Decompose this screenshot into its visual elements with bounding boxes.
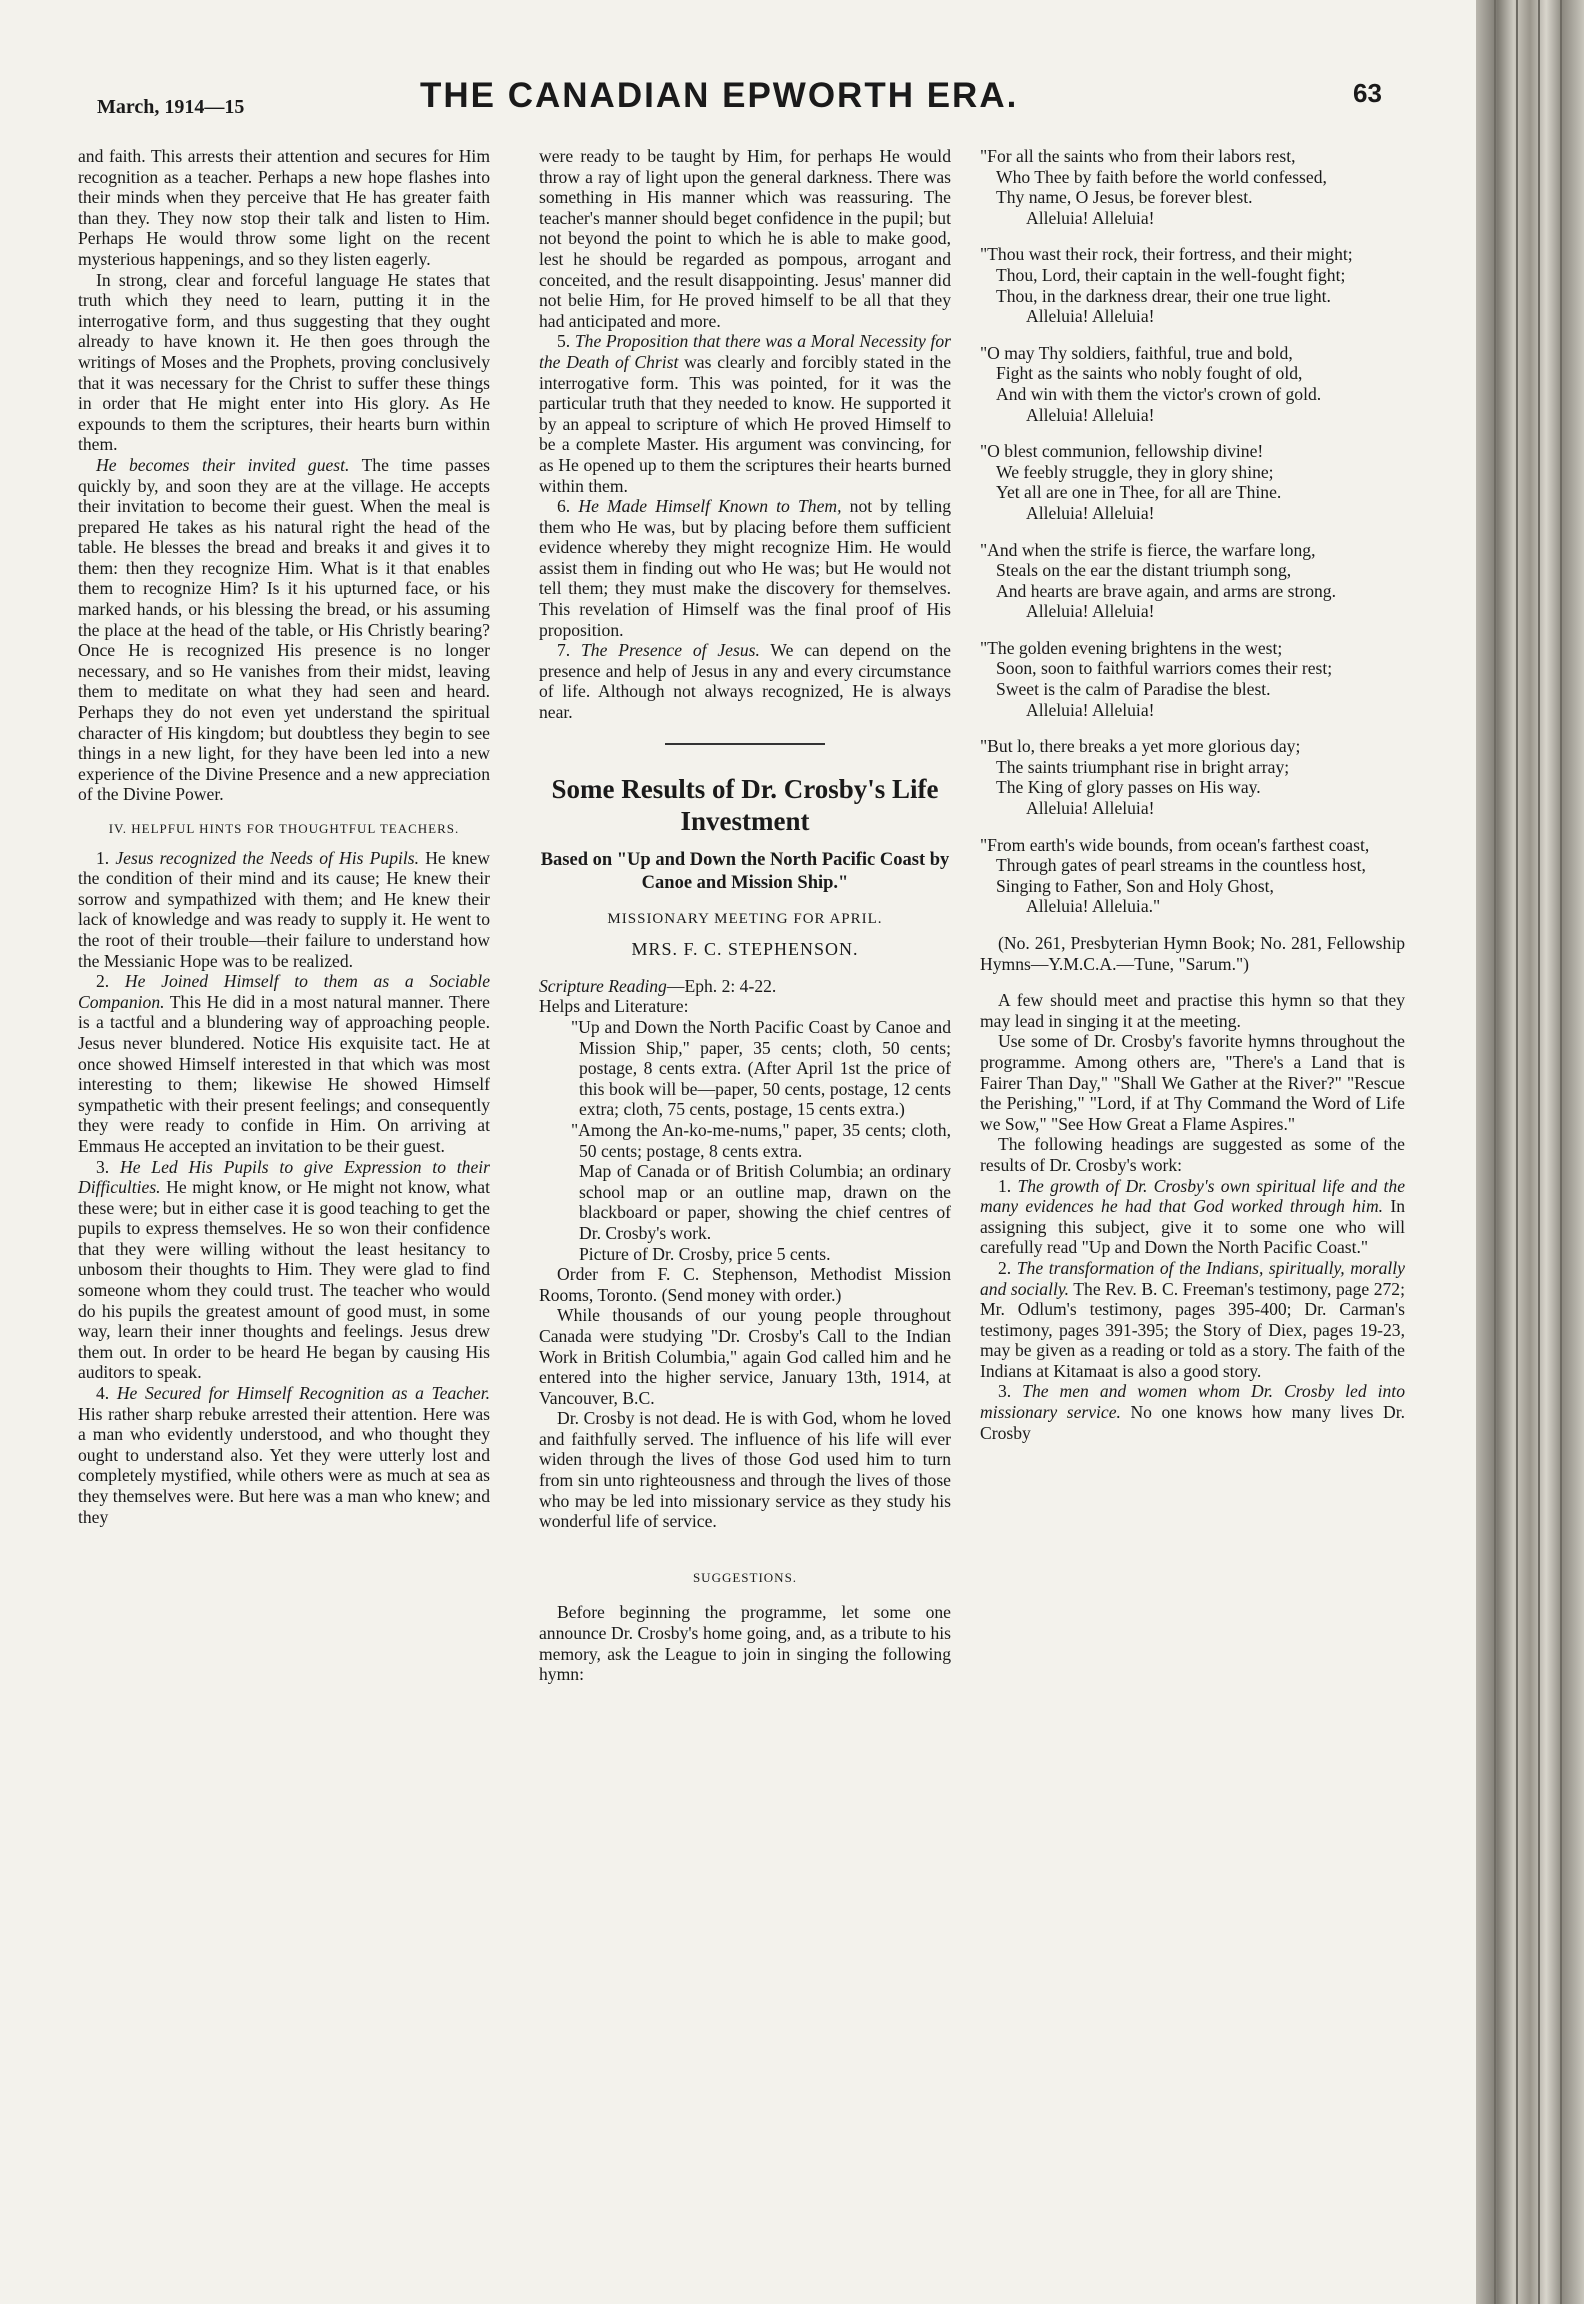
verse-line: "Thou wast their rock, their fortress, and their might; bbox=[980, 244, 1353, 265]
item-number: 3. bbox=[96, 1156, 120, 1177]
inline-heading: He Made Himself Known to Them, bbox=[578, 496, 842, 517]
paragraph bbox=[980, 1258, 1405, 1382]
inline-heading: Jesus recognized the Needs of His Pupils. bbox=[115, 847, 420, 868]
hymn-verse bbox=[980, 835, 1405, 917]
hymn-reference: (No. 261, Presbyterian Hymn Book; No. 281, Fellowship Hymns—Y.M.C.A.—Tune, "Sarum.") bbox=[980, 933, 1405, 974]
meeting-label: MISSIONARY MEETING FOR APRIL. bbox=[607, 910, 883, 927]
paragraph-text: This He did in a most natural manner. There is a tactful and a blundering way of approaching people. Jesus never blundered. Notice His exquisite tact. He at once showed Himself interested in that which was most interesting to them; likewise He showed Himself sympathetic with their present feelings; and consequently they were ready to confide in Him. On arriving at Emmaus He accepted an invitation to be their guest. bbox=[78, 991, 490, 1156]
header-date: March, 1914—15 bbox=[97, 96, 245, 118]
verse-line: Thou, Lord, their captain in the well-fought fight; bbox=[996, 264, 1346, 285]
column-1 bbox=[78, 146, 490, 1527]
item-number: 5. bbox=[557, 331, 575, 352]
verse-line: The King of glory passes on His way. bbox=[996, 777, 1261, 798]
item-number: 1. bbox=[96, 847, 116, 868]
helps-list bbox=[561, 1017, 951, 1264]
paragraph: and faith. This arrests their attention and secures for Him recognition as a teacher. Perhaps a new hope flashes into their minds when they perceive that He has greater faith than they. They now stop their talk and listen to Him. Perhaps He would throw some light on the recent mysterious happenings, and so they listen eagerly. bbox=[78, 146, 490, 269]
list-item: "Among the An-ko-me-nums," paper, 35 cents; cloth, 50 cents; postage, 8 cents extra. bbox=[571, 1119, 951, 1161]
inline-heading: The men and women whom Dr. Crosby led into missionary service. bbox=[980, 1381, 1405, 1423]
verse-refrain: Alleluia! Alleluia! bbox=[1026, 601, 1155, 622]
inline-heading: He becomes their invited guest. bbox=[96, 454, 350, 475]
verse-line: Steals on the ear the distant triumph song, bbox=[996, 560, 1292, 581]
item-number: 3. bbox=[998, 1381, 1023, 1402]
verse-line: "And when the strife is fierce, the warfare long, bbox=[980, 539, 1316, 560]
item-number: 2. bbox=[998, 1257, 1017, 1278]
paragraph-text: The time passes quickly by, and soon they are at the village. He accepts their invitation to become their guest. When the meal is prepared He takes as his natural right the head of the table. He blesses the bread and breaks it and gives it to them: then they recognize Him. What is it that enables them to recognize Him? Is it his upturned face, or his marked hands, or his blessing the bread, or his assuming the place at the head of the table, or His Christly bearing? Once He is recognized His presence is no longer necessary, and so He vanishes from their midst, leaving them to meditate on what they had seen and heard. Perhaps they do not even yet understand the spiritual character of His kingdom; but doubtless they begin to see things in a new light, for they have been led into a new experience of the Divine Presence and a new appreciation of the Divine Power. bbox=[78, 454, 490, 805]
paragraph: Use some of Dr. Crosby's favorite hymns throughout the programme. Among others are, "There's a Land that is Fairer Than Day," "Shall We Gather at the River?" "Rescue the Perishing," "Lord, if at Thy Command the Word of Life we Sow," "See How Great a Flame Aspires." bbox=[980, 1031, 1405, 1134]
verse-line: "The golden evening brightens in the west; bbox=[980, 637, 1283, 658]
paragraph bbox=[78, 971, 490, 1156]
paragraph: A few should meet and practise this hymn so that they may lead in singing it at the meeting. bbox=[980, 990, 1405, 1031]
paragraph: Order from F. C. Stephenson, Methodist Mission Rooms, Toronto. (Send money with order.) bbox=[539, 1264, 951, 1305]
paragraph: In strong, clear and forceful language He states that truth which they need to learn, putting it in the interrogative form, and thus suggesting that they ought already to have known it. He then goes through the writings of Moses and the Prophets, proving conclusively that it was necessary for the Christ to suffer these things in order that He might enter into His glory. As He expounds to them the scriptures, their hearts burn within them. bbox=[78, 269, 490, 455]
verse-refrain: Alleluia! Alleluia! bbox=[1026, 306, 1155, 327]
paragraph bbox=[78, 848, 490, 972]
paragraph-text: In assigning this subject, give it to some one who will carefully read "Up and Down the North Pacific Coast." bbox=[980, 1196, 1406, 1258]
hymn-verse bbox=[980, 146, 1405, 228]
verse-line: Who Thee by faith before the world confessed, bbox=[996, 166, 1327, 187]
verse-line: Yet all are one in Thee, for all are Thine. bbox=[996, 482, 1282, 503]
list-item: "Up and Down the North Pacific Coast by Canoe and Mission Ship," paper, 35 cents; cloth, 50 cents; postage, 8 cents extra. (After April 1st the price of this book will be—paper, 50 cents, postage, 12 cents extra; cloth, 75 cents, postage, 15 cents extra.) bbox=[571, 1017, 951, 1120]
inline-heading: The Proposition that there was a Moral Necessity for the Death of Christ bbox=[539, 331, 951, 372]
section-heading: SUGGESTIONS. bbox=[692, 1569, 798, 1585]
paragraph bbox=[539, 640, 951, 722]
hymn-verse bbox=[980, 441, 1405, 523]
hymn-verse bbox=[980, 343, 1405, 425]
verse-refrain: Alleluia! Alleluia! bbox=[1026, 404, 1155, 425]
inline-heading: The growth of Dr. Crosby's own spiritual life and the many evidences he had that God worked through him. bbox=[980, 1175, 1405, 1217]
paragraph: The following headings are suggested as some of the results of Dr. Crosby's work: bbox=[980, 1134, 1405, 1175]
paragraph-text: He might know, or He might not know, what these were; but in either case it is good teaching to get the pupils to express themselves. He so won their confidence that they were willing without the least hesitancy to unbosom their thoughts to Him. They were glad to find someone whom they could trust. The teacher who would do his pupils the greatest amount of good must, in some way, learn their inner thoughts and feelings. Jesus drew them out. In order to be heard He began by causing His auditors to speak. bbox=[78, 1177, 490, 1383]
paragraph: were ready to be taught by Him, for perhaps He would throw a ray of light upon the general darkness. There was something in His manner which was reassuring. The teacher's manner should beget confidence in the pupil; but not beyond the point to which he is able to make good, lest he should be regarded as pompous, arrogant and conceited, and the result disappointing. Jesus' manner did not belie Him, for He proved himself to be all that they had anticipated and more. bbox=[539, 146, 951, 331]
verse-line: "But lo, there breaks a yet more glorious day; bbox=[980, 736, 1301, 757]
section-heading: IV. HELPFUL HINTS FOR THOUGHTFUL TEACHERS. bbox=[108, 821, 460, 836]
header-title: THE CANADIAN EPWORTH ERA. bbox=[420, 76, 1019, 115]
column-2 bbox=[539, 146, 951, 1685]
paragraph bbox=[980, 1176, 1405, 1258]
paragraph bbox=[539, 331, 951, 496]
paragraph bbox=[980, 1381, 1405, 1443]
item-number: 4. bbox=[96, 1383, 117, 1404]
item-number: 1. bbox=[998, 1175, 1018, 1196]
verse-line: The saints triumphant rise in bright array; bbox=[996, 756, 1290, 777]
verse-refrain: Alleluia! Alleluia! bbox=[1026, 207, 1155, 228]
verse-line: And hearts are brave again, and arms are strong. bbox=[996, 580, 1337, 601]
book-edge bbox=[1476, 0, 1584, 2304]
paragraph-text: We can depend on the presence and help of Jesus in any and every circumstance of life. Although not always recognized, He is always near. bbox=[539, 640, 951, 723]
article-subtitle: Based on "Up and Down the North Pacific Coast by Canoe and Mission Ship." bbox=[540, 849, 950, 893]
item-number: 6. bbox=[557, 496, 579, 517]
scripture-reading bbox=[539, 976, 951, 997]
verse-line: Fight as the saints who nobly fought of old, bbox=[996, 363, 1303, 384]
verse-line: We feebly struggle, they in glory shine; bbox=[996, 461, 1274, 482]
scripture-ref: —Eph. 2: 4-22. bbox=[666, 975, 777, 996]
list-item: Picture of Dr. Crosby, price 5 cents. bbox=[579, 1243, 831, 1264]
paragraph bbox=[539, 496, 951, 640]
verse-refrain: Alleluia! Alleluia! bbox=[1026, 798, 1155, 819]
paragraph bbox=[78, 1157, 490, 1384]
hymn-verse bbox=[980, 638, 1405, 720]
paragraph bbox=[78, 455, 490, 805]
hymn-verse bbox=[980, 540, 1405, 622]
list-item: Map of Canada or of British Columbia; an ordinary school map or an outline map, drawn on the blackboard or paper, showing the chief centres of Dr. Crosby's work. bbox=[579, 1161, 951, 1243]
author-byline: MRS. F. C. STEPHENSON. bbox=[631, 939, 859, 960]
hymn-verse bbox=[980, 736, 1405, 818]
inline-heading: He Led His Pupils to give Expression to their Difficulties. bbox=[78, 1156, 490, 1198]
verse-line: "O blest communion, fellowship divine! bbox=[980, 441, 1264, 462]
inline-heading: The Presence of Jesus. bbox=[581, 640, 760, 661]
inline-heading: He Joined Himself to them as a Sociable Companion. bbox=[78, 971, 491, 1012]
paragraph-text: not by telling them who He was, but by placing before them sufficient evidence whereby they might recognize Him. He would assist them in finding out who He was; but He would not tell them; they must make the discovery for themselves. This revelation of Himself was the final proof of His proposition. bbox=[539, 496, 952, 640]
verse-line: Thou, in the darkness drear, their one true light. bbox=[996, 285, 1331, 306]
article-title: Some Results of Dr. Crosby's Life Investment bbox=[551, 773, 939, 836]
verse-line: Through gates of pearl streams in the countless host, bbox=[996, 855, 1366, 876]
inline-heading: Scripture Reading bbox=[539, 975, 667, 996]
inline-heading: He Secured for Himself Recognition as a Teacher. bbox=[116, 1383, 490, 1404]
hymn-verse bbox=[980, 244, 1405, 326]
verse-refrain: Alleluia! Alleluia! bbox=[1026, 502, 1155, 523]
helps-label: Helps and Literature: bbox=[539, 996, 689, 1017]
paragraph-text: His rather sharp rebuke arrested their attention. Here was a man who evidently understood, and who thought they ought to understand also. Yet they were utterly lost and completely mystified, while others were as much at sea as they themselves were. But here was a man who knew; and they bbox=[78, 1403, 490, 1527]
verse-line: "From earth's wide bounds, from ocean's farthest coast, bbox=[980, 834, 1370, 855]
paragraph: Dr. Crosby is not dead. He is with God, whom he loved and faithfully served. The influence of his life will ever widen through the lives of those God used him to turn from sin unto righteousness and through the lives of those who may be led into missionary service as they study his wonderful life of service. bbox=[539, 1408, 951, 1532]
paragraph-text: No one knows how many lives Dr. Crosby bbox=[980, 1402, 1405, 1443]
paragraph-text: The Rev. B. C. Freeman's testimony, page 272; Mr. Odlum's testimony, pages 395-400; Dr. Carman's testimony, pages 391-395; the Story of Diex, pages 19-23, may be given as a reading or told as a story. The faith of the Indians at Kitamaat is also a good story. bbox=[980, 1278, 1405, 1381]
paragraph: While thousands of our young people throughout Canada were studying "Dr. Crosby's Call to the Indian Work in British Columbia," again God called him and he entered into the higher service, January 13th, 1914, at Vancouver, B.C. bbox=[539, 1305, 951, 1408]
paragraph-text: He knew the condition of their mind and its cause; He knew their sorrow and sympathized with them; and He knew their lack of knowledge and was ready to supply it. He went to the root of their trouble—their failure to understand how the Messianic Hope was to be realized. bbox=[78, 847, 490, 971]
verse-line: Sweet is the calm of Paradise the blest. bbox=[996, 679, 1271, 700]
verse-refrain: Alleluia! Alleluia! bbox=[1026, 699, 1155, 720]
column-3 bbox=[980, 146, 1405, 1443]
item-number: 7. bbox=[557, 640, 582, 661]
divider bbox=[665, 743, 825, 745]
verse-line: Soon, soon to faithful warriors comes their rest; bbox=[996, 658, 1333, 679]
verse-line: Thy name, O Jesus, be forever blest. bbox=[996, 187, 1253, 208]
verse-line: "For all the saints who from their labors rest, bbox=[980, 146, 1296, 166]
paragraph: Before beginning the programme, let some one announce Dr. Crosby's home going, and, as a tribute to his memory, ask the League to join in singing the following hymn: bbox=[539, 1602, 951, 1685]
verse-line: And win with them the victor's crown of gold. bbox=[996, 383, 1322, 404]
inline-heading: The transformation of the Indians, spiritually, morally and socially. bbox=[980, 1257, 1405, 1299]
verse-line: "O may Thy soldiers, faithful, true and bold, bbox=[980, 342, 1293, 363]
verse-line: Singing to Father, Son and Holy Ghost, bbox=[996, 875, 1274, 896]
paragraph bbox=[78, 1383, 490, 1527]
verse-refrain: Alleluia! Alleluia." bbox=[1026, 896, 1161, 917]
paragraph-text: was clearly and forcibly stated in the interrogative form. This was pointed, for it was the particular truth that they needed to know. He supported it by an appeal to scripture of which He proved Himself to be a complete Master. His argument was convincing, for as He opened up to them the scriptures their hearts burned within them. bbox=[539, 351, 952, 496]
item-number: 2. bbox=[96, 971, 125, 992]
page-number: 63 bbox=[1353, 78, 1382, 108]
